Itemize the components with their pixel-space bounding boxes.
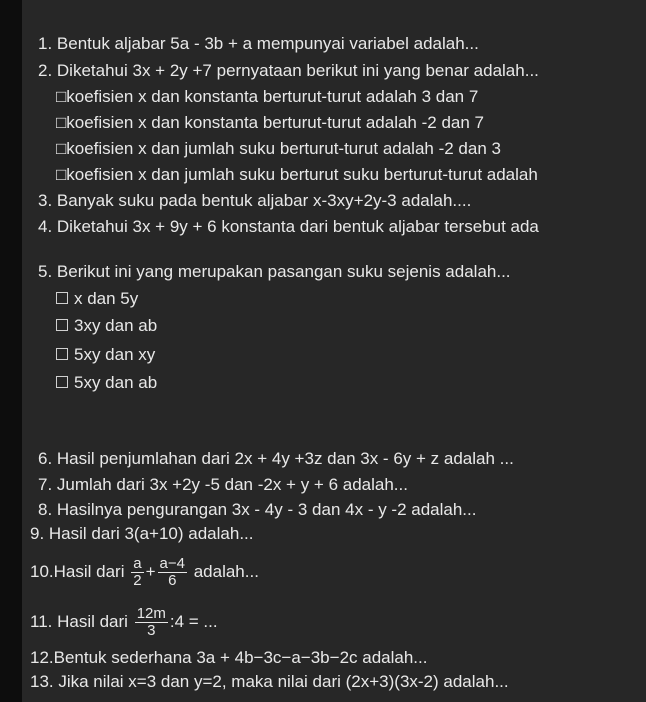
option-label: x dan 5y: [74, 289, 139, 308]
q10-prefix: 10.Hasil dari: [30, 562, 125, 581]
fraction-12m-over-3: [135, 606, 168, 639]
q5-option-c: [56, 345, 155, 365]
q10-suffix: adalah...: [193, 562, 259, 581]
fraction-numerator: a−4: [159, 555, 185, 573]
checkbox-icon: [56, 348, 68, 360]
fraction-a-minus-4-over-6: [158, 556, 187, 589]
q2-option-d: □koefisien x dan jumlah suku berturut suku berturut-turut adalah: [56, 165, 538, 184]
question-7: 7. Jumlah dari 3x +2y -5 dan -2x + y + 6 adalah...: [38, 475, 408, 494]
q2-option-b: □koefisien x dan konstanta berturut-turut adalah -2 dan 7: [56, 113, 484, 132]
option-label: 5xy dan ab: [74, 373, 158, 392]
q2-option-c: □koefisien x dan jumlah suku berturut-turut adalah -2 dan 3: [56, 139, 501, 158]
plus-sign: +: [145, 562, 156, 581]
fraction-numerator: 12m: [136, 605, 166, 623]
fraction-denominator: 2: [133, 572, 142, 590]
question-12: 12.Bentuk sederhana 3a + 4b−3c−a−3b−2c adalah...: [30, 648, 428, 667]
fraction-denominator: 6: [168, 572, 177, 590]
option-label: 5xy dan xy: [74, 345, 156, 364]
q11-prefix: 11. Hasil dari: [30, 612, 128, 631]
question-6: 6. Hasil penjumlahan dari 2x + 4y +3z dan 3x - 6y + z adalah ...: [38, 449, 514, 468]
option-label: 3xy dan ab: [74, 316, 158, 335]
checkbox-icon: [56, 319, 68, 331]
question-10: [30, 552, 259, 592]
q5-option-a: [56, 289, 138, 309]
q2-option-a: □koefisien x dan konstanta berturut-turut adalah 3 dan 7: [56, 87, 479, 106]
q5-option-b: [56, 316, 157, 336]
fraction-a-over-2: [131, 556, 143, 589]
question-2: 2. Diketahui 3x + 2y +7 pernyataan berikut ini yang benar adalah...: [38, 61, 539, 80]
question-13: 13. Jika nilai x=3 dan y=2, maka nilai dari (2x+3)(3x-2) adalah...: [30, 672, 509, 691]
left-dark-edge: [0, 0, 22, 702]
worksheet: [22, 0, 646, 702]
checkbox-icon: [56, 292, 68, 304]
question-9: 9. Hasil dari 3(a+10) adalah...: [30, 524, 254, 543]
fraction-denominator: 3: [147, 622, 156, 640]
fraction-numerator: a: [133, 555, 142, 573]
question-1: 1. Bentuk aljabar 5a - 3b + a mempunyai variabel adalah...: [38, 34, 479, 53]
q5-option-d: [56, 373, 157, 393]
checkbox-icon: [56, 376, 68, 388]
question-8: 8. Hasilnya pengurangan 3x - 4y - 3 dan 4x - y -2 adalah...: [38, 500, 477, 519]
question-11: [30, 602, 218, 642]
question-5: 5. Berikut ini yang merupakan pasangan suku sejenis adalah...: [38, 262, 511, 281]
question-3: 3. Banyak suku pada bentuk aljabar x-3xy+2y-3 adalah....: [38, 191, 472, 210]
question-4: 4. Diketahui 3x + 9y + 6 konstanta dari bentuk aljabar tersebut ada: [38, 217, 539, 236]
q11-suffix: :4 = ...: [169, 612, 218, 631]
